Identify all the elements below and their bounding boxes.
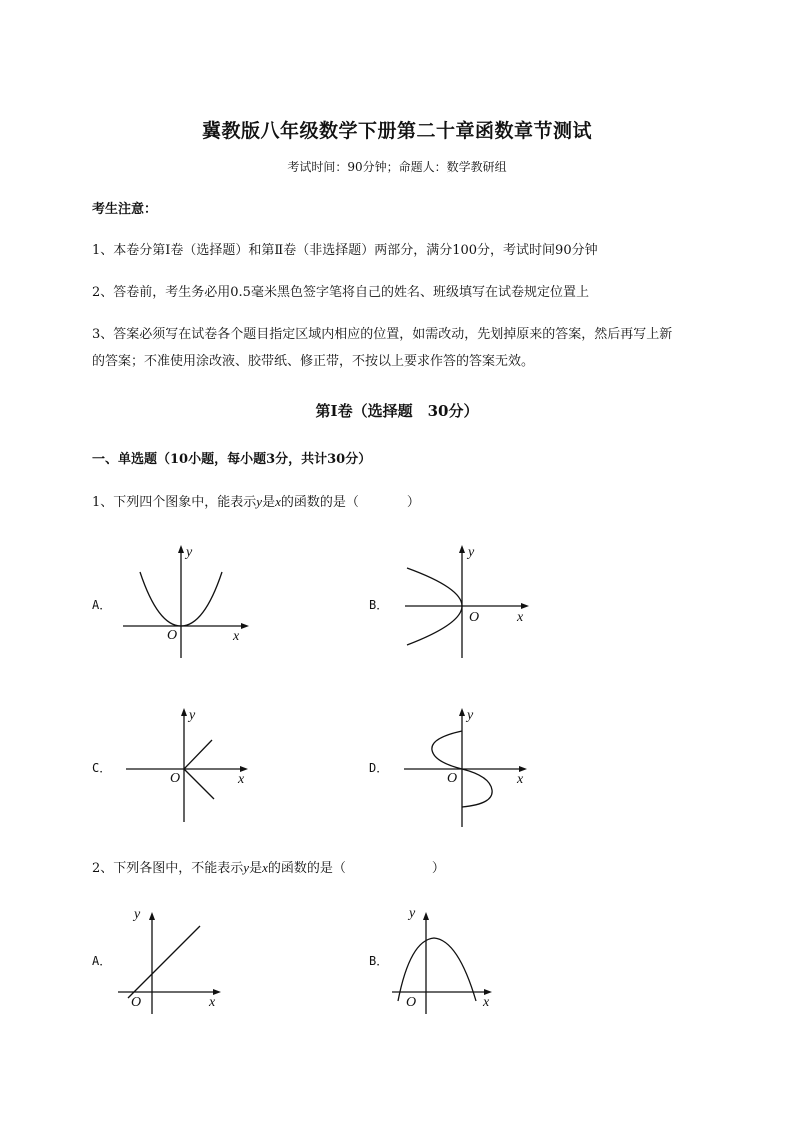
question-1-prefix: 1、下列四个图象中，能表示 xyxy=(92,495,257,510)
question-1-end: ） xyxy=(406,495,420,510)
question-2-end: ） xyxy=(431,861,445,876)
origin-label: O xyxy=(167,628,178,643)
x-label: x xyxy=(238,772,245,787)
q2-option-b-label: B． xyxy=(369,954,389,968)
q1-option-a-label: A． xyxy=(92,598,112,612)
q2-option-a-label: A． xyxy=(92,954,112,968)
y-label: y xyxy=(409,906,416,921)
question-1-mid: 是 xyxy=(262,495,276,510)
page-title: 冀教版八年级数学下册第二十章函数章节测试 xyxy=(201,120,592,142)
y-label: y xyxy=(186,545,193,560)
x-label: x xyxy=(517,610,524,625)
question-1-var-x: x xyxy=(275,494,281,509)
q1-option-c-label: C． xyxy=(92,761,112,775)
question-2-var-x: x xyxy=(262,860,268,875)
question-2-var-y: y xyxy=(243,860,250,875)
origin-label: O xyxy=(469,610,480,625)
notice-item-3: 3、答案必须写在试卷各个题目指定区域内相应的位置，如需改动，先划掉原来的答案，然后再写上新 xyxy=(92,327,673,342)
y-label: y xyxy=(468,545,475,560)
x-label: x xyxy=(209,995,216,1010)
origin-label: O xyxy=(406,995,417,1010)
y-axis-arrow-icon xyxy=(423,912,429,920)
q1-option-b-label: B． xyxy=(369,598,389,612)
exam-info: 考试时间：90分钟；命题人：数学教研组 xyxy=(287,160,507,174)
notice-item-2: 2、答卷前，考生务必用0.5毫米黑色签字笔将自己的姓名、班级填写在试卷规定位置上 xyxy=(92,285,589,300)
question-1-var-y: y xyxy=(256,494,263,509)
origin-label: O xyxy=(447,771,458,786)
question-2-prefix: 2、下列各图中，不能表示 xyxy=(92,861,244,876)
y-label: y xyxy=(134,907,141,922)
section-title: 第I卷（选择题 30分） xyxy=(315,402,479,420)
question-2-mid: 是 xyxy=(249,861,263,876)
y-label: y xyxy=(467,708,474,723)
notice-item-3-cont: 的答案；不准使用涂改液、胶带纸、修正带，不按以上要求作答的答案无效。 xyxy=(92,354,535,369)
q1-option-d-label: D． xyxy=(369,761,389,775)
question-1-suffix: 的函数的是（ xyxy=(280,495,359,510)
origin-label: O xyxy=(170,771,181,786)
x-label: x xyxy=(233,629,240,644)
y-label: y xyxy=(189,708,196,723)
origin-label: O xyxy=(131,995,142,1010)
part-title: 一、单选题（10小题，每小题3分，共计30分） xyxy=(92,452,372,467)
question-2-suffix: 的函数的是（ xyxy=(267,861,346,876)
x-label: x xyxy=(517,772,524,787)
x-label: x xyxy=(483,995,490,1010)
notice-heading: 考生注意： xyxy=(92,202,158,217)
notice-item-1: 1、本卷分第I卷（选择题）和第Ⅱ卷（非选择题）两部分，满分100分，考试时间90分钟 xyxy=(92,243,598,258)
